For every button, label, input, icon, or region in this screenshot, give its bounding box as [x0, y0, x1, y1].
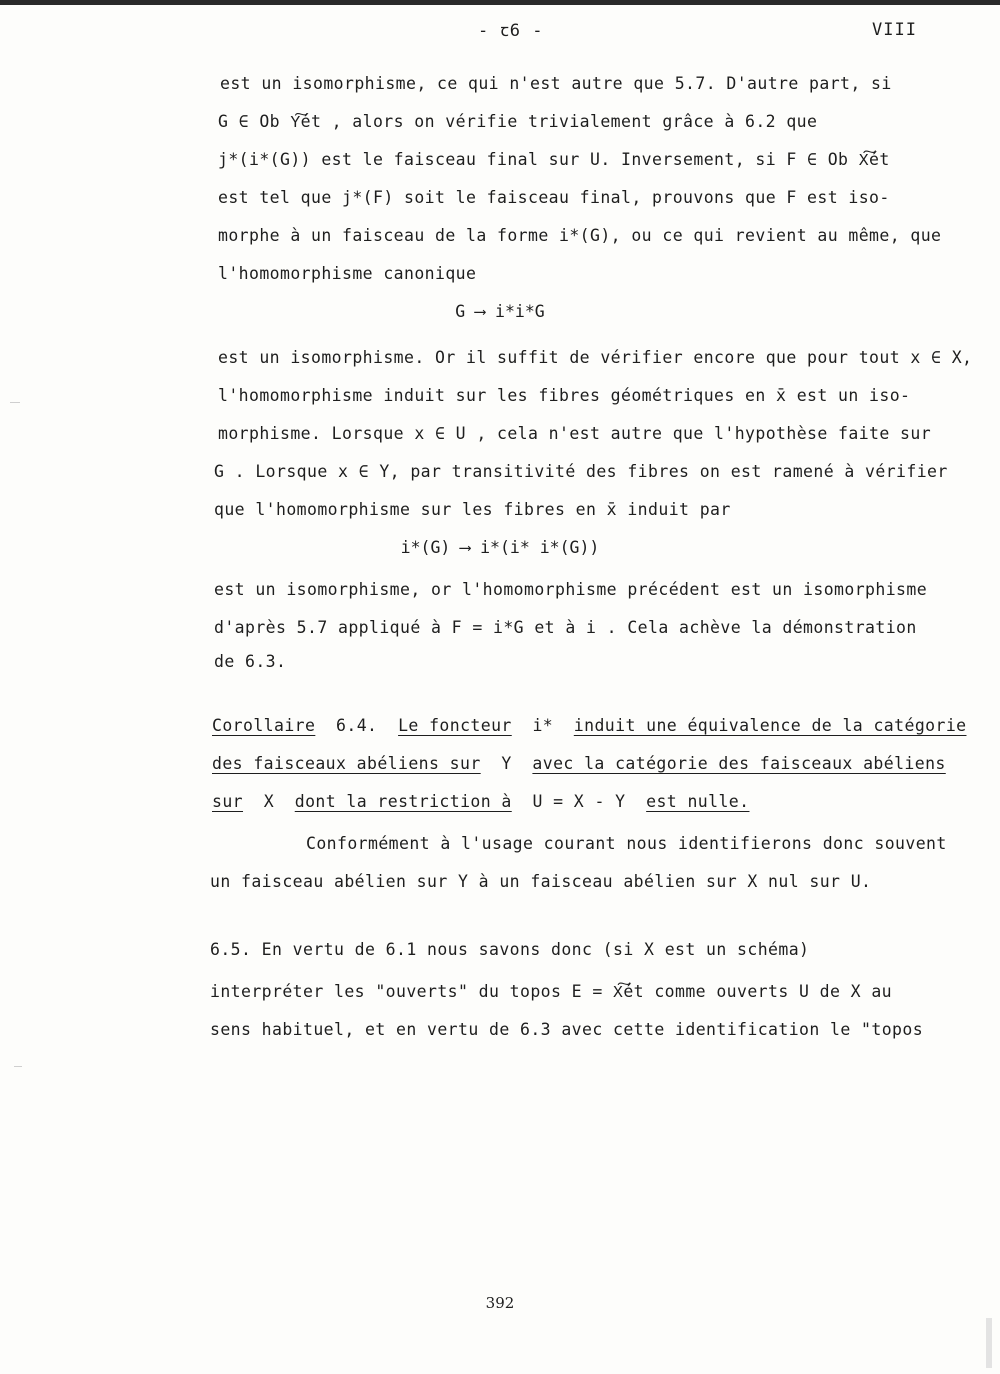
text-line: que l'homomorphisme sur les fibres en x̄ induit par — [214, 500, 731, 519]
corollary-symbol: i* — [532, 716, 554, 735]
corollary-line-3 — [212, 792, 749, 811]
scan-speck — [14, 1066, 22, 1067]
corollary-line-2 — [212, 754, 946, 773]
corollary-text: induit une équivalence de la catégorie — [573, 716, 967, 735]
text-line: interpréter les "ouverts" du topos E = X͠ét comme ouverts U de X au — [210, 982, 893, 1001]
text-line: j*(i*(G)) est le faisceau final sur U. Inversement, si F ∈ Ob X͠ét — [218, 150, 890, 169]
scan-edge-shadow — [986, 1318, 992, 1368]
formula-fibre-map: i*(G) ⟶ i*(i* i*(G)) — [400, 538, 600, 557]
text-line: de 6.3. — [214, 652, 287, 671]
text-line: morphisme. Lorsque x ∈ U , cela n'est autre que l'hypothèse faite sur — [218, 424, 932, 443]
page-marker: - ꞇ6 - — [478, 21, 544, 41]
text-line: G . Lorsque x ∈ Y, par transitivité des fibres on est ramené à vérifier — [214, 462, 948, 481]
text-line: un faisceau abélien sur Y à un faisceau abélien sur X nul sur U. — [210, 872, 872, 891]
corollary-label: Corollaire — [212, 716, 316, 735]
text-line: est un isomorphisme. Or il suffit de vérifier encore que pour tout x ∈ X, — [218, 348, 973, 367]
text-line: est un isomorphisme, ce qui n'est autre que 5.7. D'autre part, si — [220, 74, 892, 93]
corollary-symbol: X — [263, 792, 275, 811]
corollary-text: des faisceaux abéliens sur — [212, 754, 481, 773]
corollary-symbol: Y — [501, 754, 512, 773]
text-line: l'homomorphisme induit sur les fibres géométriques en x̄ est un iso- — [218, 386, 911, 405]
corollary-number: 6.4. — [336, 716, 378, 735]
corollary-text: Le foncteur — [398, 716, 512, 735]
text-line: morphe à un faisceau de la forme i*(G), ou ce qui revient au même, que — [218, 226, 942, 245]
page-number: 392 — [485, 1294, 515, 1312]
text-line: G ∈ Ob Y͠ét , alors on vérifie trivialement grâce à 6.2 que — [218, 112, 818, 131]
corollary-text: avec la catégorie des faisceaux abéliens — [532, 754, 946, 773]
formula-canonical-homomorphism: G ⟶ i*i*G — [455, 302, 545, 321]
text-line: d'après 5.7 appliqué à F = i*G et à i . Cela achève la démonstration — [214, 618, 917, 637]
corollary-line-1 — [212, 716, 966, 735]
text-line: Conformément à l'usage courant nous identifierons donc souvent — [306, 834, 947, 853]
corollary-symbol: U = X - Y — [532, 792, 626, 811]
text-line: sens habituel, et en vertu de 6.3 avec cette identification le "topos — [210, 1020, 924, 1039]
corollary-text: dont la restriction à — [294, 792, 512, 811]
scan-top-edge — [0, 0, 1000, 5]
corollary-text: sur — [212, 792, 244, 811]
text-line: l'homomorphisme canonique — [218, 264, 477, 283]
text-line: 6.5. En vertu de 6.1 nous savons donc (si X est un schéma) — [210, 940, 810, 959]
text-line: est un isomorphisme, or l'homomorphisme précédent est un isomorphisme — [214, 580, 928, 599]
scan-speck — [10, 402, 20, 403]
section-number: VIII — [872, 20, 917, 40]
corollary-text: est nulle. — [646, 792, 750, 811]
text-line: est tel que j*(F) soit le faisceau final, prouvons que F est iso- — [218, 188, 890, 207]
